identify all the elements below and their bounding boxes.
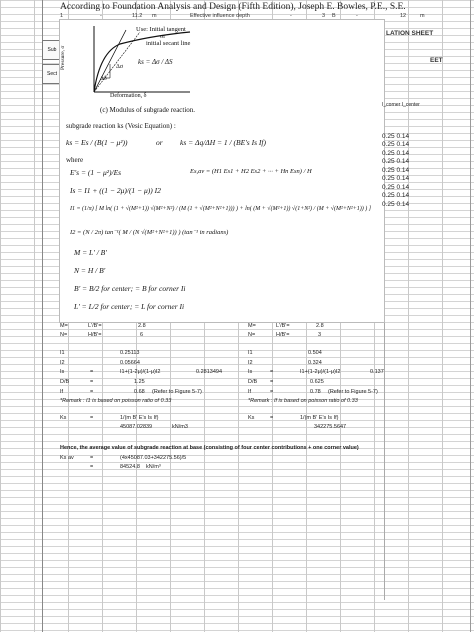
figure-label-ks: ks = Δσ / ΔS [138,58,173,66]
eq-es-prime: E's = (1 − μ²)/Es [70,168,122,177]
effective-depth-label: Effective influence depth [190,13,250,19]
n-label: N= [60,332,68,338]
tab-sub[interactable]: Sub [42,40,62,60]
eq-l-prime: L' = L/2 for center; = L for corner Ii [74,302,185,311]
secant-line [94,32,140,92]
ks-av-value: 84524.8 [120,464,140,470]
i1-label: I1 [60,350,65,356]
n-corner-value: 3 [318,332,322,338]
n-value: 6 [140,332,144,338]
remark-if: *Remark : If is based on poisson ratio of 0.33 [248,398,358,404]
right-value-row: 0.25 0.14 [382,200,410,208]
eq-i1: I1 = (1/π) [ M ln( (1 + √(M²+1)) √(M²+N²) / (M (1 + √(M²+N²+1))) ) + ln( (M + √(M²+1)) √(1+N²) / (M + √(M²+N²+1)) ) ] [70,206,372,212]
if-equals: = [90,389,94,395]
m-label: M= [60,323,68,329]
reference-header [60,2,406,12]
i1-corner-value: 0.504 [308,350,322,356]
calculation-sheet-column [384,30,471,600]
i1-corner-label: I1 [248,350,253,356]
row-cell: - [290,13,292,19]
right-value-row: 0.25 0.14 [382,166,410,174]
db-corner-label: D/B [248,379,258,385]
ks-corner-label: Ks [248,415,255,421]
row-cell: 3 [322,13,326,19]
is-corner-expression: I1+(1-2μ)/(1-μ)I2 [300,369,341,375]
if-corner-reference: (Refer to Figure 5-7) [328,389,378,395]
figure-label-delta-sigma: Δσ [116,64,124,70]
average-ks-title: Hence, the average value of subgrade reaction at base (consisting of four center contributions + one corner value) [60,445,359,451]
right-value-row: 0.25 0.14 [382,175,410,182]
is-equals: = [90,369,94,375]
if-corner-label: If [248,389,252,395]
db-corner-value: 0.625 [310,379,324,385]
figure-caption: (c) Modulus of subgrade reaction. [100,106,196,114]
i1-value: 0.25113 [120,350,140,356]
figure-y-label: Pressure, σ [60,45,66,70]
row-cell: - [356,13,358,19]
where-label: where [66,156,84,164]
textbook-excerpt [60,20,384,322]
is-corner-value: 0.137 [370,369,384,375]
right-value-row: 0.25 0.14 [382,149,410,157]
reference-title: According to Foundation Analysis and Design (Fifth Edition), Joseph E. Bowles, P.E., S.E. [60,2,406,12]
row-cell: - [100,13,102,19]
db-corner-equals: = [270,379,274,385]
is-corner-equals: = [270,369,274,375]
is-value: 0.2813494 [196,369,222,375]
ks-av-label: Ks av [60,455,74,461]
eq-b-prime: B' = B/2 for center; = B for corner Ii [74,284,186,293]
vesic-intro: subgrade reaction ks (Vesic Equation) : [66,122,176,130]
calculation-sheet-title: LATION SHEET [386,30,434,37]
if-corner-value: 0.78 [310,389,321,395]
is-expression: I1+(1-2μ)/(1-μ)I2 [120,369,161,375]
tangent-line [94,30,126,92]
ks-expression: 1/(m B' E's Is If) [120,415,159,421]
right-value-row: 0.25 0.14 [382,192,410,199]
ks-av-equals: = [90,455,94,461]
ks-corner-value: 342275.5647 [314,424,347,430]
m-corner-value: 2.8 [316,323,324,329]
db-label: D/B [60,379,70,385]
ks-av-unit: kN/m³ [146,464,161,470]
i2-corner-label: I2 [248,360,253,366]
ks-av-equals-2: = [90,464,94,470]
if-value: 0.68 [134,389,145,395]
row-cell: 12 [400,13,407,19]
figure-label-delta-delta: Δδ [100,76,107,82]
ks-unit: kN/m3 [172,424,188,430]
right-value-row: 0.25 0.14 [382,141,410,148]
i2-corner-value: 0.324 [308,360,322,366]
m-expression: L'/B'= [88,323,102,329]
m-corner-expression: L'/B'= [276,323,290,329]
if-corner-equals: = [270,389,274,395]
figure-label-use: Use: Initial tangent [136,26,186,33]
row-cell: 11.2 [132,13,143,19]
row-cell: m [420,13,425,19]
if-reference: (Refer to Figure 5-7) [152,389,202,395]
m-corner-label: M= [248,323,256,329]
is-label: Is [60,369,65,375]
right-value-row: 0.25 0.14 [382,158,410,165]
ks-corner-expression: 1/(m B' E's Is If) [300,415,339,421]
right-values-header: I_corner I_center [382,102,420,108]
page-margin-line [42,0,43,632]
row-cell: B [332,13,336,19]
i2-value: 0.05664 [120,360,140,366]
eq-is: Is = I1 + ((1 − 2μ)/(1 − μ)) I2 [70,186,161,195]
ks-equals: = [90,415,94,421]
ks-corner-equals: = [270,415,274,421]
db-value: 1.25 [134,379,145,385]
ks-av-expression: (4x45087.03+342275.56)/5 [120,455,187,461]
right-value-row: 0.25 0.14 [382,183,410,191]
db-equals: = [90,379,94,385]
row-cell: 1 [60,13,64,19]
eq-n: N = H / B' [74,266,106,275]
eq-or: or [156,138,163,147]
n-corner-label: N= [248,332,256,338]
remark-i1: *Remark : I1 is based on poisson ratio of 0.33 [60,398,172,404]
ks-value: 45087.02839 [120,424,153,430]
figure-label-secant: initial secant line [146,40,191,47]
eq-ks: ks = Es / (B(1 − μ²)) [66,138,128,147]
is-corner-label: Is [248,369,253,375]
right-values-column [382,102,420,209]
i2-label: I2 [60,360,65,366]
n-expression: H/B'= [88,332,102,338]
ks-label: Ks [60,415,67,421]
eq-i2: I2 = (N / 2π) tan⁻¹( M / (N √(M²+N²+1)) ) (tan⁻¹ in radians) [70,229,229,236]
if-label: If [60,389,64,395]
eq-ks-alt: ks = Δq/ΔH = 1 / (BE's Is If) [180,138,266,147]
row-cell: m [152,13,157,19]
n-corner-expression: H/B'= [276,332,290,338]
tab-sect[interactable]: Sect [42,64,62,84]
eq-es-average: Es,av = (H1 Es1 + H2 Es2 + ··· + Hn Esn) / H [190,168,312,175]
figure-x-label: Deformation, δ [110,93,147,99]
figure-label-or: or [160,33,166,40]
eq-m: M = L' / B' [74,248,107,257]
sheet-tag: EET [430,57,443,64]
m-value: 2.8 [138,323,146,329]
right-value-row: 0.25 0.14 [382,132,410,140]
